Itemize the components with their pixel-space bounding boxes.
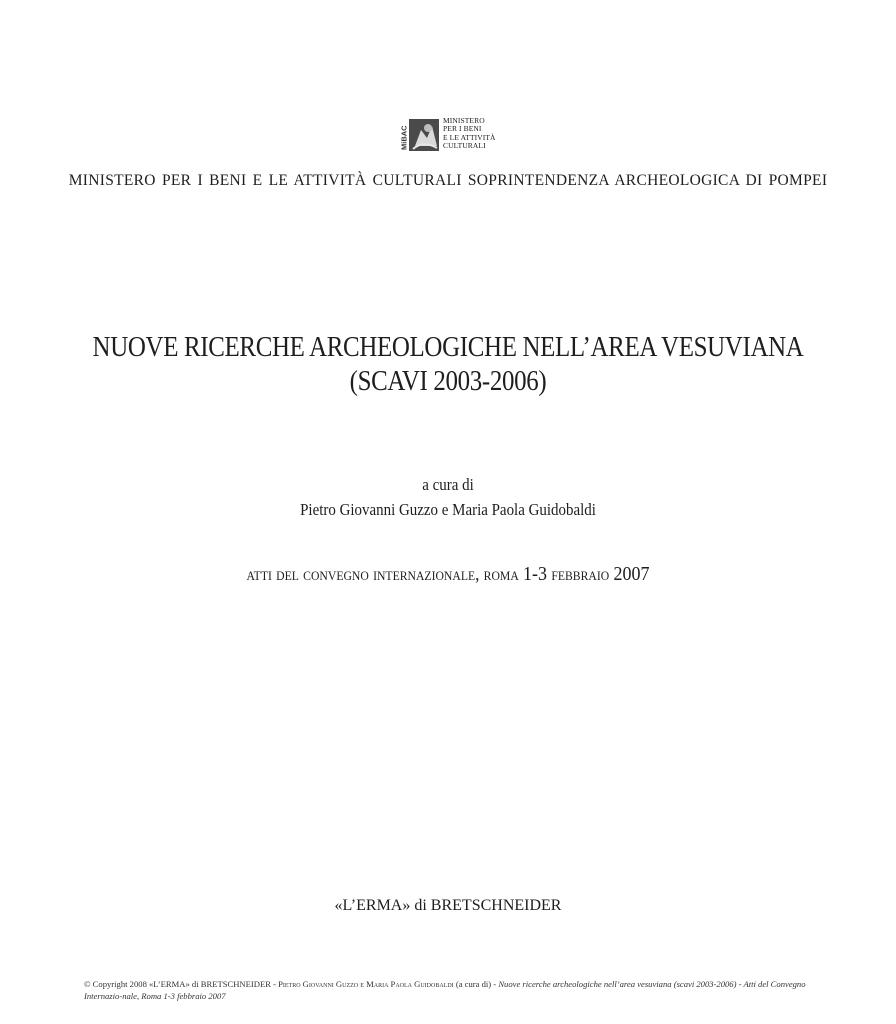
proceedings-line bbox=[45, 563, 851, 586]
copyright-notice bbox=[84, 979, 814, 1002]
logo-line-2: PER I BENI bbox=[443, 124, 482, 134]
publisher-name: «L’ERMA» di BRETSCHNEIDER bbox=[334, 897, 562, 914]
copyright-start: © Copyright 2008 «L’ERMA» di BRETSCHNEIDER - bbox=[84, 979, 279, 989]
logo-line-4: CULTURALI bbox=[443, 141, 486, 151]
proceedings-days: 1-3 bbox=[523, 563, 548, 585]
ministry-heading: MINISTERO PER I BENI E LE ATTIVITÀ CULTURALI SOPRINTENDENZA ARCHEOLOGICA DI POMPEI bbox=[68, 172, 828, 189]
mibac-emblem-icon bbox=[401, 116, 441, 154]
logo-vertical-letters: MiBAC bbox=[399, 125, 409, 150]
copyright-editors-suffix: (a cura di) - bbox=[453, 979, 499, 989]
proceedings-year: 2007 bbox=[613, 563, 650, 585]
book-title-line-2: (SCAVI 2003-2006) bbox=[349, 365, 547, 397]
logo-text bbox=[443, 117, 496, 151]
book-title bbox=[63, 330, 834, 398]
proceedings-text: atti del convegno internazionale, roma bbox=[246, 564, 524, 585]
proceedings-month: febbraio bbox=[547, 564, 614, 585]
copyright-editors: Pietro Giovanni Guzzo e Maria Paola Guidobaldi bbox=[278, 979, 454, 989]
editors-block bbox=[54, 472, 842, 522]
logo-line-1: MINISTERO bbox=[443, 116, 485, 125]
logo-line-3: E LE ATTIVITÀ bbox=[443, 132, 496, 142]
mibac-logo bbox=[401, 116, 511, 156]
copyright-title: Nuove ricerche archeologiche nell’area vesuviana (scavi 2003-2006) - Atti del Convegno Internazio-nale, Roma 1-3 febbraio 2007 bbox=[84, 979, 806, 1001]
editors-names: Pietro Giovanni Guzzo e Maria Paola Guidobaldi bbox=[300, 500, 596, 519]
editors-intro: a cura di bbox=[422, 475, 474, 494]
book-title-line-1: NUOVE RICERCHE ARCHEOLOGICHE NELL’AREA VESUVIANA bbox=[92, 331, 804, 363]
